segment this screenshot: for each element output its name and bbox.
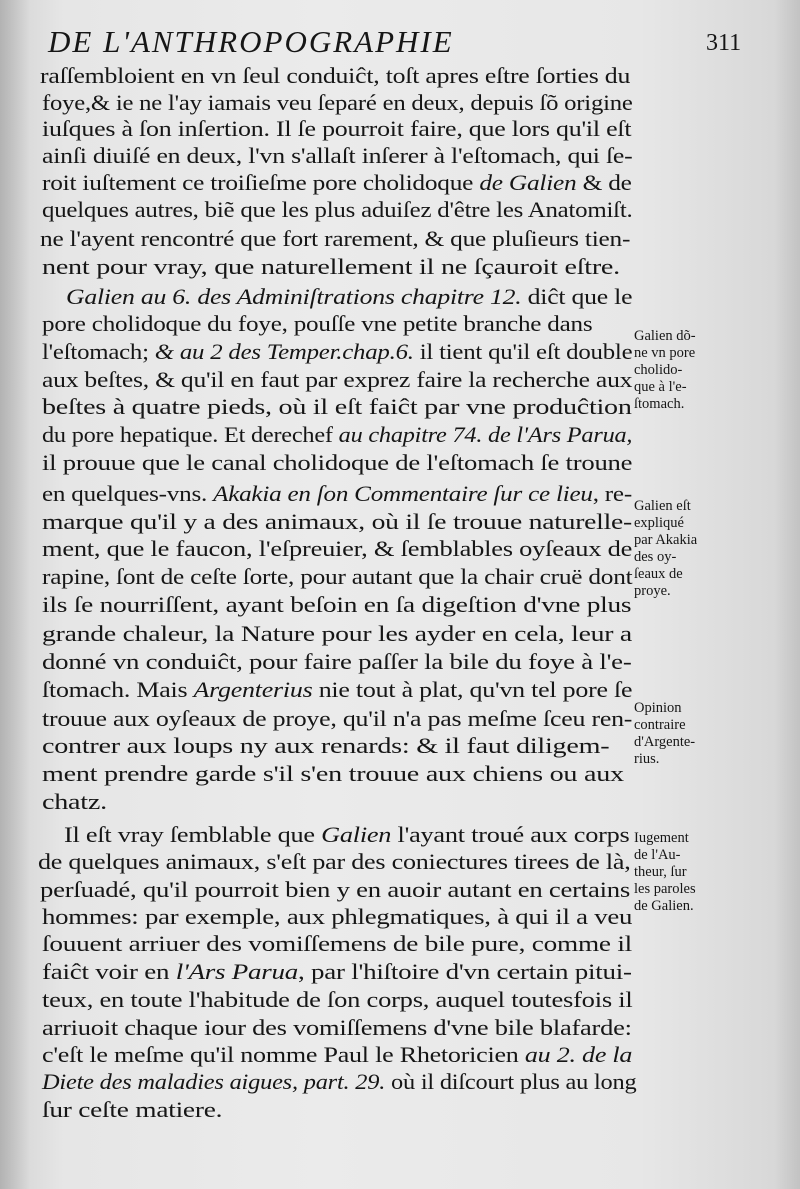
text-run: ment, que le faucon, l'eſpreuier, & ſemblables oyſeaux de bbox=[42, 536, 633, 561]
text-run: l'ayant troué aux corps bbox=[391, 822, 630, 847]
text-run: de quelques animaux, s'eſt par des coniectures tirees de là, bbox=[38, 849, 631, 874]
margin-note bbox=[634, 830, 790, 915]
text-run: , re- bbox=[592, 481, 632, 506]
text-run: Il eſt vray ſemblable que bbox=[64, 822, 322, 847]
text-line bbox=[64, 821, 630, 849]
text-run: perſuadé, qu'il pourroit bien y en auoir autant en certains bbox=[40, 877, 631, 902]
text-line bbox=[38, 848, 631, 876]
text-run: teux, en toute l'habitude de ſon corps, auquel toutesfois il bbox=[42, 987, 633, 1012]
text-line bbox=[42, 1068, 636, 1096]
margin-note bbox=[634, 328, 790, 413]
text-run: marque qu'il y a des animaux, où il ſe trouue naturelle- bbox=[42, 509, 632, 534]
text-line bbox=[40, 876, 630, 904]
text-line bbox=[42, 1014, 632, 1042]
text-run: ſtomach. Mais bbox=[42, 677, 194, 702]
text-run: contrer aux loups ny aux renards: & il faut diligem- bbox=[42, 733, 610, 758]
text-line bbox=[42, 421, 632, 449]
text-line bbox=[42, 563, 632, 591]
text-line bbox=[42, 449, 632, 477]
text-line bbox=[42, 393, 632, 421]
margin-note-line: Galien eſt bbox=[634, 498, 691, 514]
text-run: ſur ceſte matiere. bbox=[42, 1097, 223, 1122]
text-line bbox=[42, 480, 632, 508]
margin-note-line: ne vn pore bbox=[634, 345, 696, 361]
text-line bbox=[42, 986, 633, 1014]
text-run: foye,& ie ne l'ay iamais veu ſeparé en deux, depuis ſõ origine bbox=[42, 90, 633, 115]
text-line bbox=[42, 310, 592, 338]
text-line bbox=[42, 115, 631, 143]
text-run: il prouue que le canal cholidoque de l'eſtomach ſe troune bbox=[42, 450, 633, 475]
text-run: beſtes à quatre pieds, où il eſt faiĉt par vne produĉtion bbox=[42, 394, 632, 419]
text-line bbox=[42, 535, 632, 563]
text-run: l'eſtomach; bbox=[42, 339, 155, 364]
text-line bbox=[66, 283, 632, 311]
text-line bbox=[42, 903, 632, 931]
text-run: raſſembloient en vn ſeul conduiĉt, toſt apres eſtre ſorties du bbox=[40, 63, 631, 88]
text-run: chatz. bbox=[42, 789, 107, 814]
text-line bbox=[40, 62, 630, 90]
text-run: aux beſtes, & qu'il en faut par exprez faire la recherche aux bbox=[42, 367, 633, 392]
italic-text: Galien au 6. des Adminiſtrations chapitre 12. bbox=[66, 284, 522, 309]
margin-note-line: Iugement bbox=[634, 830, 689, 846]
text-line bbox=[42, 732, 609, 760]
italic-text: Argenterius bbox=[193, 677, 313, 702]
margin-note-line: ſeaux de bbox=[634, 566, 683, 582]
text-line bbox=[42, 366, 632, 394]
margin-note-line: cholido- bbox=[634, 362, 683, 378]
text-run: iuſques à ſon inſertion. Il ſe pourroit faire, que lors qu'il eſt bbox=[42, 116, 632, 141]
text-line bbox=[42, 508, 632, 536]
italic-text: & au 2 des Temper.chap.6. bbox=[154, 339, 414, 364]
text-run: ment prendre garde s'il s'en trouue aux chiens ou aux bbox=[42, 761, 624, 786]
text-line bbox=[42, 338, 632, 366]
page-number: 311 bbox=[706, 30, 742, 56]
text-line bbox=[42, 591, 631, 619]
margin-note-line: Galien dõ- bbox=[634, 328, 696, 344]
running-title: DE L'ANTHROPOGRAPHIE bbox=[48, 24, 454, 59]
margin-note-line: expliqué bbox=[634, 515, 684, 531]
text-line bbox=[42, 760, 624, 788]
italic-text: l'Ars Parua bbox=[175, 959, 299, 984]
text-run: ils ſe nourriſſent, ayant beſoin en ſa digeſtion d'vne plus bbox=[42, 592, 632, 617]
text-line bbox=[42, 676, 632, 704]
text-line bbox=[42, 705, 632, 733]
margin-note-line: theur, ſur bbox=[634, 864, 687, 880]
text-run: ainſi diuiſé en deux, l'vn s'allaſt inſerer à l'eſtomach, qui ſe- bbox=[42, 143, 633, 168]
margin-note-line: Opinion bbox=[634, 700, 682, 716]
text-line bbox=[42, 648, 632, 676]
italic-text: au chapitre 74. de l'Ars Parua, bbox=[338, 422, 633, 447]
margin-note-line: contraire bbox=[634, 717, 686, 733]
text-line bbox=[42, 89, 633, 117]
text-run: en quelques-vns. bbox=[42, 481, 214, 506]
text-line bbox=[42, 196, 633, 224]
text-line bbox=[40, 225, 630, 253]
text-line bbox=[42, 1041, 632, 1069]
margin-note-line: des oy- bbox=[634, 549, 677, 565]
text-run: ne l'ayent rencontré que fort rarement, & que pluſieurs tien- bbox=[40, 226, 631, 251]
margin-note-line: ſtomach. bbox=[634, 396, 685, 412]
text-run: pore cholidoque du foye, pouſſe vne petite branche dans bbox=[42, 311, 593, 336]
text-run: & de bbox=[576, 170, 632, 195]
margin-note-line: par Akakia bbox=[634, 532, 698, 548]
text-line bbox=[42, 620, 632, 648]
italic-text: Akakia en ſon Commentaire ſur ce lieu bbox=[213, 481, 593, 506]
text-line bbox=[42, 930, 632, 958]
text-run: arriuoit chaque iour des vomiſſemens d'vne bile blafarde: bbox=[42, 1015, 632, 1040]
margin-note-line: proye. bbox=[634, 583, 671, 599]
text-run: , par l'hiſtoire d'vn certain pitui- bbox=[298, 959, 632, 984]
margin-note-line: les paroles bbox=[634, 881, 696, 897]
text-line bbox=[42, 142, 632, 170]
margin-note-line: de Galien. bbox=[634, 898, 694, 914]
margin-note-line: que à l'e- bbox=[634, 379, 687, 395]
text-run: faiĉt voir en bbox=[42, 959, 176, 984]
margin-note bbox=[634, 498, 790, 600]
text-run: diĉt que le bbox=[521, 284, 633, 309]
text-line bbox=[42, 958, 632, 986]
text-run: roit iuſtement ce troiſieſme pore cholidoque bbox=[42, 170, 480, 195]
margin-note-line: rius. bbox=[634, 751, 660, 767]
text-line bbox=[42, 788, 107, 816]
text-run: rapine, ſont de ceſte ſorte, pour autant que la chair cruë dont bbox=[42, 564, 633, 589]
text-run: nie tout à plat, qu'vn tel pore ſe bbox=[312, 677, 633, 702]
italic-text: de Galien bbox=[479, 170, 577, 195]
text-run: c'eſt le meſme qu'il nomme Paul le Rhetoricien bbox=[42, 1042, 525, 1067]
margin-note-line: de l'Au- bbox=[634, 847, 681, 863]
text-run: donné vn conduiĉt, pour faire paſſer la bile du foye à l'e- bbox=[42, 649, 632, 674]
italic-text: Galien bbox=[321, 822, 392, 847]
text-line bbox=[42, 1096, 222, 1124]
text-line bbox=[42, 169, 632, 197]
text-run: ſouuent arriuer des vomiſſemens de bile pure, comme il bbox=[42, 931, 632, 956]
margin-note-line: d'Argente- bbox=[634, 734, 696, 750]
italic-text: Diete des maladies aigues, part. 29. bbox=[42, 1069, 386, 1094]
text-run: hommes: par exemple, aux phlegmatiques, à qui il a veu bbox=[42, 904, 633, 929]
margin-note bbox=[634, 700, 790, 768]
text-run: nent pour vray, que naturellement il ne ſçauroit eſtre. bbox=[42, 254, 620, 279]
italic-text: au 2. de la bbox=[524, 1042, 633, 1067]
text-line bbox=[42, 253, 620, 281]
text-run: il tient qu'il eſt double bbox=[413, 339, 633, 364]
text-run: où il diſcourt plus au long bbox=[385, 1069, 637, 1094]
text-run: du pore hepatique. Et derechef bbox=[42, 422, 339, 447]
text-run: trouue aux oyſeaux de proye, qu'il n'a pas meſme ſceu ren- bbox=[42, 706, 633, 731]
text-run: quelques autres, biẽ que les plus aduiſez d'être les Anatomiſt. bbox=[42, 197, 633, 222]
text-run: grande chaleur, la Nature pour les ayder en cela, leur a bbox=[42, 621, 632, 646]
